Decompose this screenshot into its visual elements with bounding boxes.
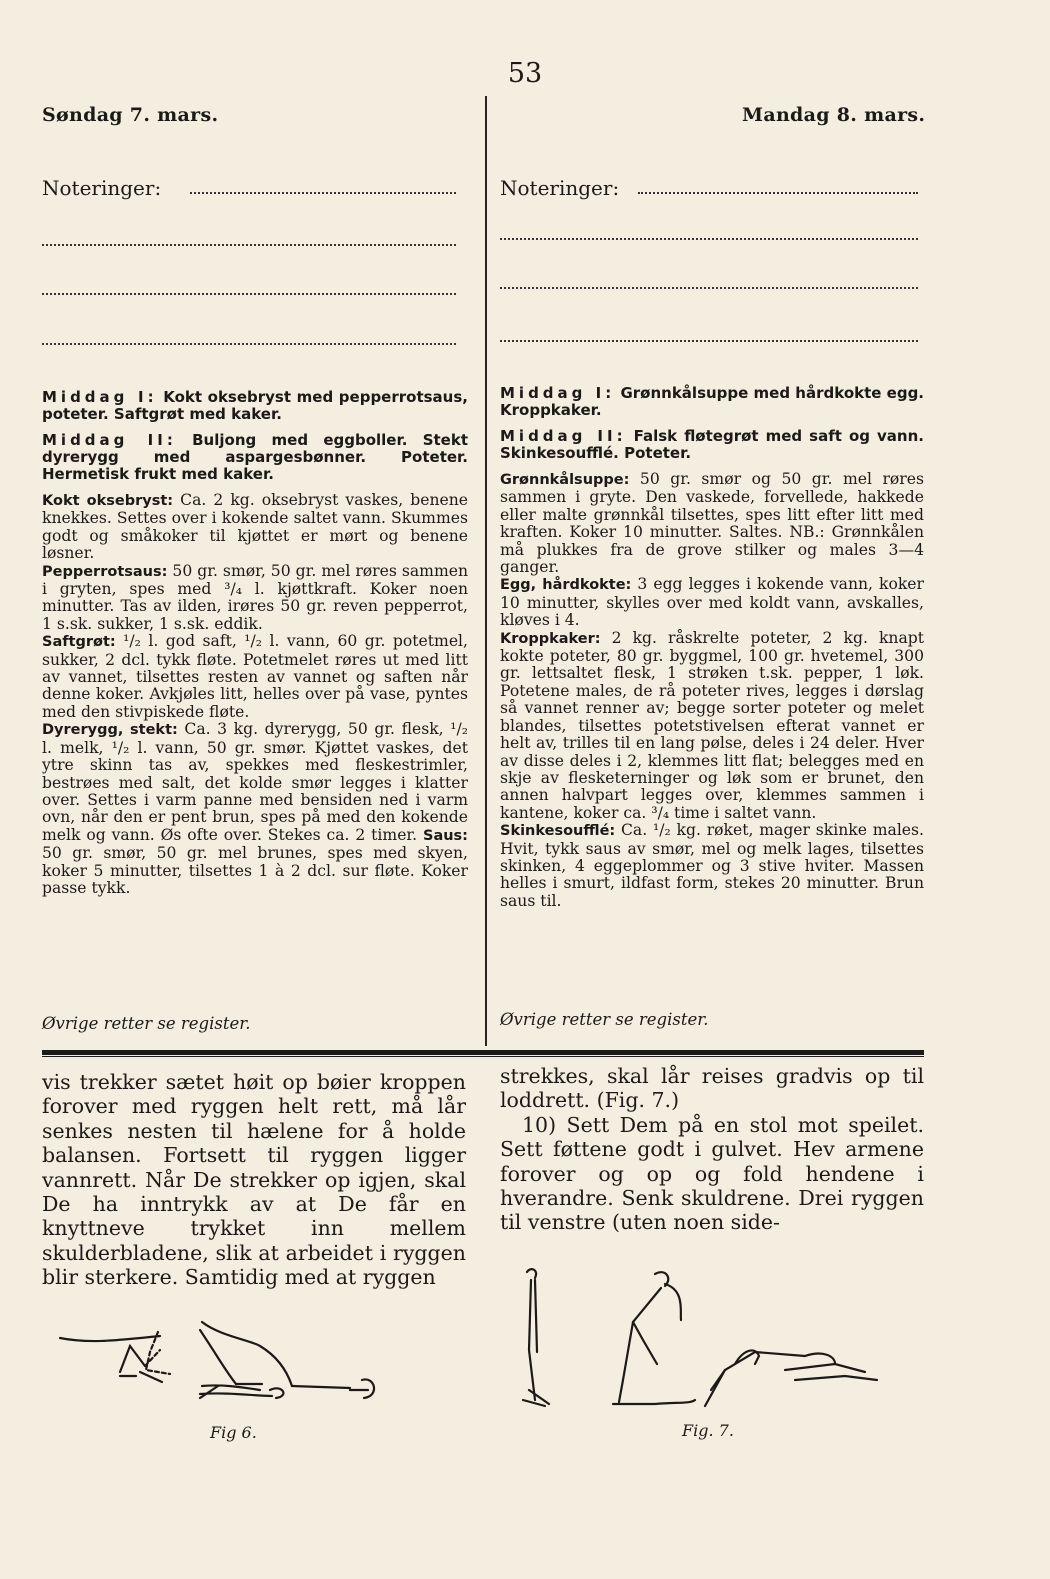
recipe: Kokt oksebryst: Ca. 2 kg. oksebryst vaskes, benene knekkes. Settes over i kokende saltet vann. Skummes godt og småkoker til kjøttet er mørt og benene løsner. <box>42 491 468 563</box>
dinner-menu-1: Middag I: Kokt oksebryst med pepperrotsaus, poteter. Saftgrøt med kaker. <box>42 388 468 423</box>
recipe: Saftgrøt: ¹/₂ l. god saft, ¹/₂ l. vann, 60 gr. potetmel, sukker, 2 dcl. tykk fløte. Potetmelet røres ut med litt av vannet, tilsettes resten av vannet og saften når denne koker. Avkjøles litt, helles over på vase, pyntes med den stivpiskede fløte. <box>42 632 468 721</box>
fig6-caption: Fig 6. <box>210 1423 257 1442</box>
dinner-menu-2: Middag II: Falsk fløtegrøt med saft og vann. Skinkesoufflé. Poteter. <box>500 427 924 462</box>
exercise-text-right <box>500 1064 924 1235</box>
section-rule-thin <box>42 1056 924 1057</box>
other-dishes-note-right: Øvrige retter se register. <box>500 1010 709 1029</box>
other-dishes-note-left: Øvrige retter se register. <box>42 1014 251 1033</box>
date-right: Mandag 8. mars. <box>742 104 926 126</box>
recipe: Pepperrotsaus: 50 gr. smør, 50 gr. mel røres sammen i gryten, spes med ³/₄ l. kjøttkraft. Koker noen minutter. Tas av ilden, irøres 50 gr. reven pepperrot, 1 s.sk. sukker, 1 s.sk. eddik. <box>42 561 468 633</box>
notes-line <box>500 238 918 240</box>
notes-line <box>42 244 456 246</box>
recipe-column-left <box>42 389 468 897</box>
recipe: Kroppkaker: 2 kg. råskrelte poteter, 2 kg. knapt kokte poteter, 80 gr. byggmel, 100 gr. hvetemel, 300 gr. lettsaltet flesk, 1 strøken t.sk. pepper, 1 løk. Potetene males, de rå poteter rives, legges i dørslag så vannet renner av; begge sorter poteter og melet blandes, tilsettes potetstivelsen efterat vannet er helt av, trilles til en lang pølse, deles i 24 deler. Hver av disse deles i 2, klemmes litt flat; belegges med en skje av flesketerninger og løk som er brunet, den annen halvpart legges over, klemmes sammen i kantene, koker ca. ³/₄ time i saltet vann. <box>500 628 924 822</box>
notes-line <box>500 287 918 289</box>
notes-line <box>500 340 918 342</box>
notes-line <box>190 192 456 194</box>
notes-label-right: Noteringer: <box>500 176 620 200</box>
recipe: Egg, hårdkokte: 3 egg legges i kokende vann, koker 10 minutter, skylles over med koldt vann, avskalles, kløves i 4. <box>500 575 924 630</box>
recipe: Skinkesoufflé: Ca. ¹/₂ kg. røket, mager skinke males. Hvit, tykk saus av smør, mel og melk lages, tilsettes skinken, 4 eggeplommer og 3 stive hviter. Massen helles i smurt, ildfast form, stekes 20 minutter. Brun saus til. <box>500 821 924 910</box>
exercise-paragraph: strekkes, skal lår reises gradvis op til loddrett. (Fig. 7.) <box>500 1064 924 1113</box>
section-rule <box>42 1050 924 1055</box>
column-divider <box>485 96 487 1046</box>
recipe-column-right <box>500 385 924 910</box>
fig7-caption: Fig. 7. <box>682 1421 734 1440</box>
notes-line <box>638 192 918 194</box>
notes-line <box>42 293 456 295</box>
page-number: 53 <box>507 58 543 89</box>
fig7-illustration <box>505 1260 925 1420</box>
notes-label-left: Noteringer: <box>42 176 162 200</box>
fig6-illustration <box>50 1310 400 1420</box>
notes-line <box>42 343 456 345</box>
recipe: Dyrerygg, stekt: Ca. 3 kg. dyrerygg, 50 gr. flesk, ¹/₂ l. melk, ¹/₂ l. vann, 50 gr. smør. Kjøttet vaskes, det ytre skinn tas av, spekkes med fleskestrimler, bestrøes med salt, det kolde smør legges i klatter over. Settes i varm panne med bensiden ned i varm ovn, når den er pent brun, spes på med den kokende melk og vann. Øs ofte over. Stekes ca. 2 timer. Saus: 50 gr. smør, 50 gr. mel brunes, spes med skyen, koker 5 minutter, tilsettes 1 à 2 dcl. sur fløte. Koker passe tykk. <box>42 720 468 897</box>
recipe: Grønnkålsuppe: 50 gr. smør og 50 gr. mel røres sammen i gryte. Den vaskede, forvellede, hakkede eller malte grønnkål tilsettes, spes litt efter litt med kraften. Koker 10 minutter. Saltes. NB.: Grønnkålen må plukkes fra de grove stilker og males 3—4 ganger. <box>500 470 924 577</box>
exercise-text-left: vis trekker sætet høit op bøier kroppen forover med ryggen helt rett, må lår senkes nesten til hælene for å holde balansen. Fortsett til ryggen ligger vannrett. Når De strekker op igjen, skal De ha inntrykk av at De får en knyttneve trykket inn mellem skulderbladene, slik at arbeidet i ryggen blir sterkere. Samtidig med at ryggen <box>42 1070 466 1290</box>
dinner-menu-1: Middag I: Grønnkålsuppe med hårdkokte egg. Kroppkaker. <box>500 384 925 419</box>
date-left: Søndag 7. mars. <box>42 104 219 126</box>
exercise-paragraph: 10) Sett Dem på en stol mot speilet. Sett føttene godt i gulvet. Hev armene forover og op og fold hendene i hverandre. Senk skuldrene. Drei ryggen til venstre (uten noen side- <box>500 1112 924 1235</box>
dinner-menu-2: Middag II: Buljong med eggboller. Stekt dyrerygg med aspargesbønner. Poteter. Hermetisk frukt med kaker. <box>42 431 468 483</box>
